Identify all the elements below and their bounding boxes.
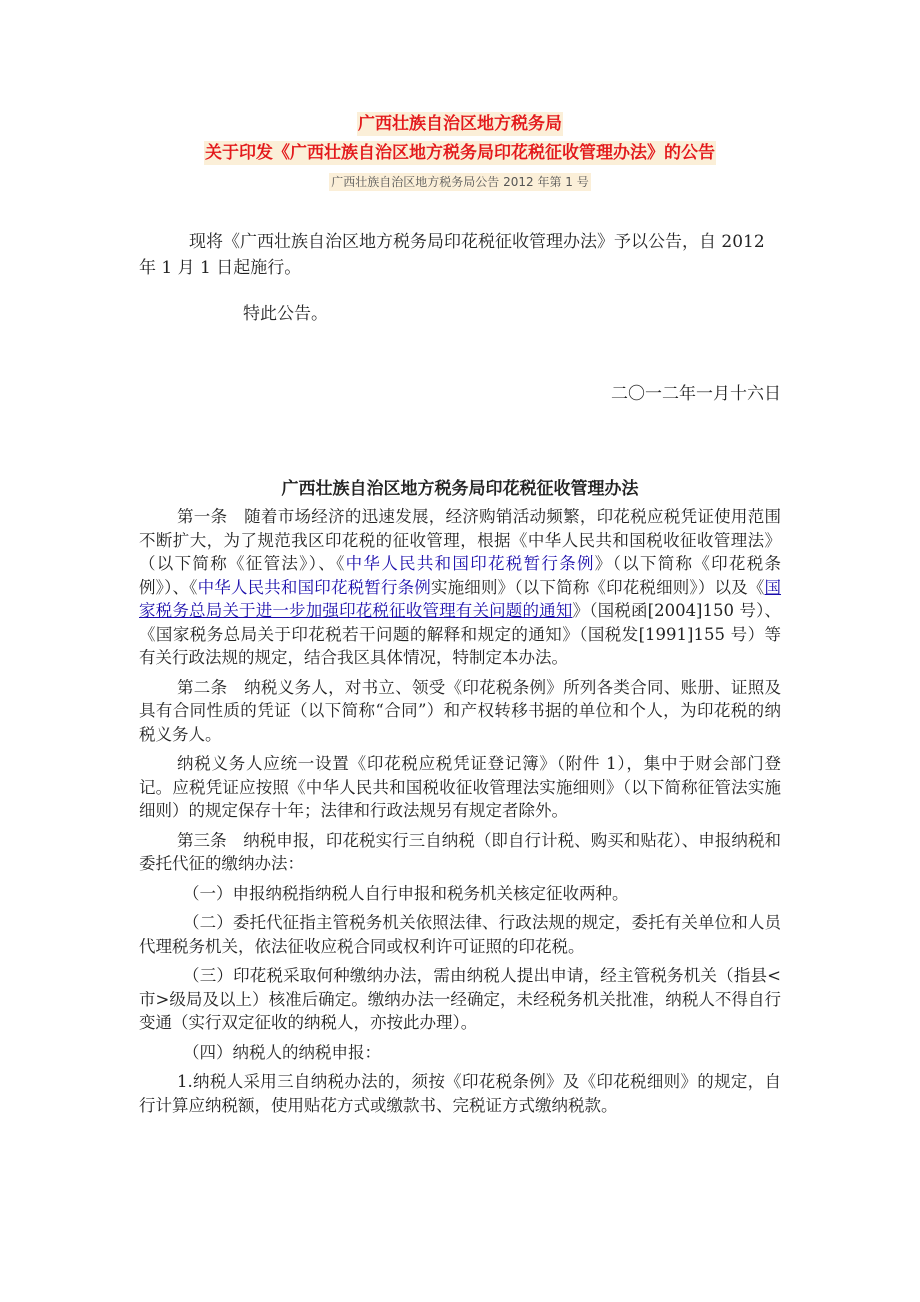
article-3-item-4: （四）纳税人的纳税申报： [183,1042,381,1062]
article-1 [139,505,781,670]
announcement-header [139,112,781,191]
article-1-text-c: 实施细则》（以下简称《印花税细则》）以及《 [430,577,765,597]
article-1-text-b: 》（以下简称《印花税条例》）、《 [139,554,782,597]
link-stamp-tax-regulations[interactable]: 中华人民共和国印花税暂行条例 [345,554,595,573]
document-number: 广西壮族自治区地方税务局公告 2012 年第 1 号 [331,175,589,189]
link-sat-notice[interactable]: 国家税务总局关于进一步加强印花税征收管理有关问题的通知 [139,577,782,620]
article-2: 第二条 纳税义务人，对书立、领受《印花税条例》所列各类合同、账册、证照及具有合同性质的凭证（以下简称“合同”）和产权转移书据的单位和个人，为印花税的纳税义务人。 [139,677,781,744]
announcement-title-line1: 广西壮族自治区地方税务局 [358,114,562,134]
article-1-text-a: 第一条 随着市场经济的迅速发展，经济购销活动频繁，印花税应税凭证使用范围不断扩大，为了规范我区印花税的征收管理，根据《中华人民共和国税收征收管理法》（以下简称《征管法》）、《 [139,507,781,573]
notice-intro: 现将《广西壮族自治区地方税务局印花税征收管理办法》予以公告，自 2012 年 1 月 1 日起施行。 [139,232,765,278]
announcement-title-line2: 关于印发《广西壮族自治区地方税务局印花税征收管理办法》的公告 [205,143,715,163]
link-stamp-tax-regulations-rules[interactable]: 中华人民共和国印花税暂行条例 [197,577,431,597]
article-3: 第三条 纳税申报，印花税实行三自纳税（即自行计税、购买和贴花）、申报纳税和委托代征的缴纳办法： [139,830,781,873]
article-3-item-4-1: 1.纳税人采用三自纳税办法的，须按《印花税条例》及《印花税细则》的规定，自行计算应纳税额，使用贴花方式或缴款书、完税证方式缴纳税款。 [139,1072,781,1115]
article-2-paragraph-2: 纳税义务人应统一设置《印花税应税凭证登记簿》（附件 1），集中于财会部门登记。应税凭证应按照《中华人民共和国税收征收管理法实施细则》（以下简称征管法实施细则）的规定保存十年；法律和行政法规另有规定者除外。 [139,754,781,820]
notice-closing: 特此公告。 [243,304,328,324]
notice-date: 二〇一二年一月十六日 [611,384,781,404]
regulation-title: 广西壮族自治区地方税务局印花税征收管理办法 [281,479,639,499]
document-page [139,112,781,1123]
article-3-item-3: （三）印花税采取何种缴纳办法，需由纳税人提出申请，经主管税务机关（指县<市>级局及以上）核准后确定。缴纳办法一经确定，未经税务机关批准，纳税人不得自行变通（实行双定征收的纳税人，亦按此办理）。 [139,966,781,1032]
article-1-text-d: 》（国税函[2004]150 号）、《国家税务总局关于印花税若干问题的解释和规定的通知》（国税发[1991]155 号）等有关行政法规的规定，结合我区具体情况，特制定本办法。 [139,601,782,667]
article-3-item-1: （一）申报纳税指纳税人自行申报和税务机关核定征收两种。 [183,883,629,903]
article-3-item-2: （二）委托代征指主管税务机关依照法律、行政法规的规定，委托有关单位和人员代理税务机关，依法征收应税合同或权利许可证照的印花税。 [139,913,781,956]
